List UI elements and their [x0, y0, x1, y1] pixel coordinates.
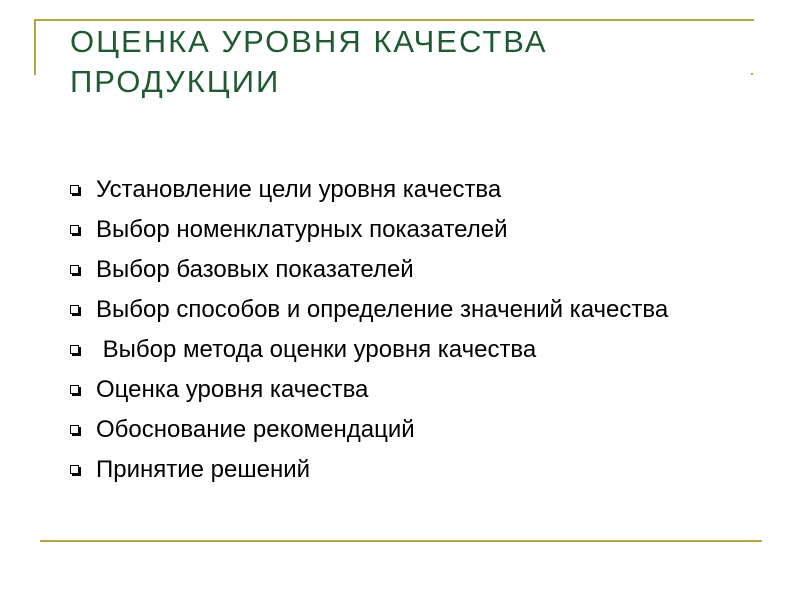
list-item-text: Выбор базовых показателей	[96, 256, 414, 283]
list-item	[70, 332, 710, 367]
list-item-text: Выбор способов и определение значений качества	[96, 296, 669, 323]
square-bullet-icon	[70, 185, 79, 194]
square-bullet-icon	[70, 225, 79, 234]
list-item-text: Оценка уровня качества	[96, 376, 369, 403]
frame-left-line	[34, 19, 36, 75]
frame-top-line	[34, 19, 754, 21]
list-item	[70, 292, 710, 327]
list-item	[70, 172, 710, 207]
square-bullet-icon	[70, 305, 79, 314]
square-bullet-icon	[70, 265, 79, 274]
square-bullet-icon	[70, 345, 79, 354]
list-item	[70, 212, 710, 247]
list-item	[70, 412, 710, 447]
square-bullet-icon	[70, 465, 79, 474]
frame-bottom-line	[40, 540, 762, 542]
list-item	[70, 252, 710, 287]
bullet-list	[70, 172, 710, 492]
list-item-text: Принятие решений	[96, 456, 311, 483]
frame-corner-mark	[751, 73, 753, 75]
list-item-text: Обоснование рекомендаций	[96, 416, 415, 443]
square-bullet-icon	[70, 425, 79, 434]
slide-title: ОЦЕНКА УРОВНЯ КАЧЕСТВА ПРОДУКЦИИ	[70, 24, 548, 99]
list-item	[70, 372, 710, 407]
list-item	[70, 452, 710, 487]
list-item-text: Установление цели уровня качества	[96, 176, 502, 203]
square-bullet-icon	[70, 385, 79, 394]
list-item-text: Выбор номенклатурных показателей	[96, 216, 508, 243]
list-item-text: Выбор метода оценки уровня качества	[96, 336, 537, 363]
